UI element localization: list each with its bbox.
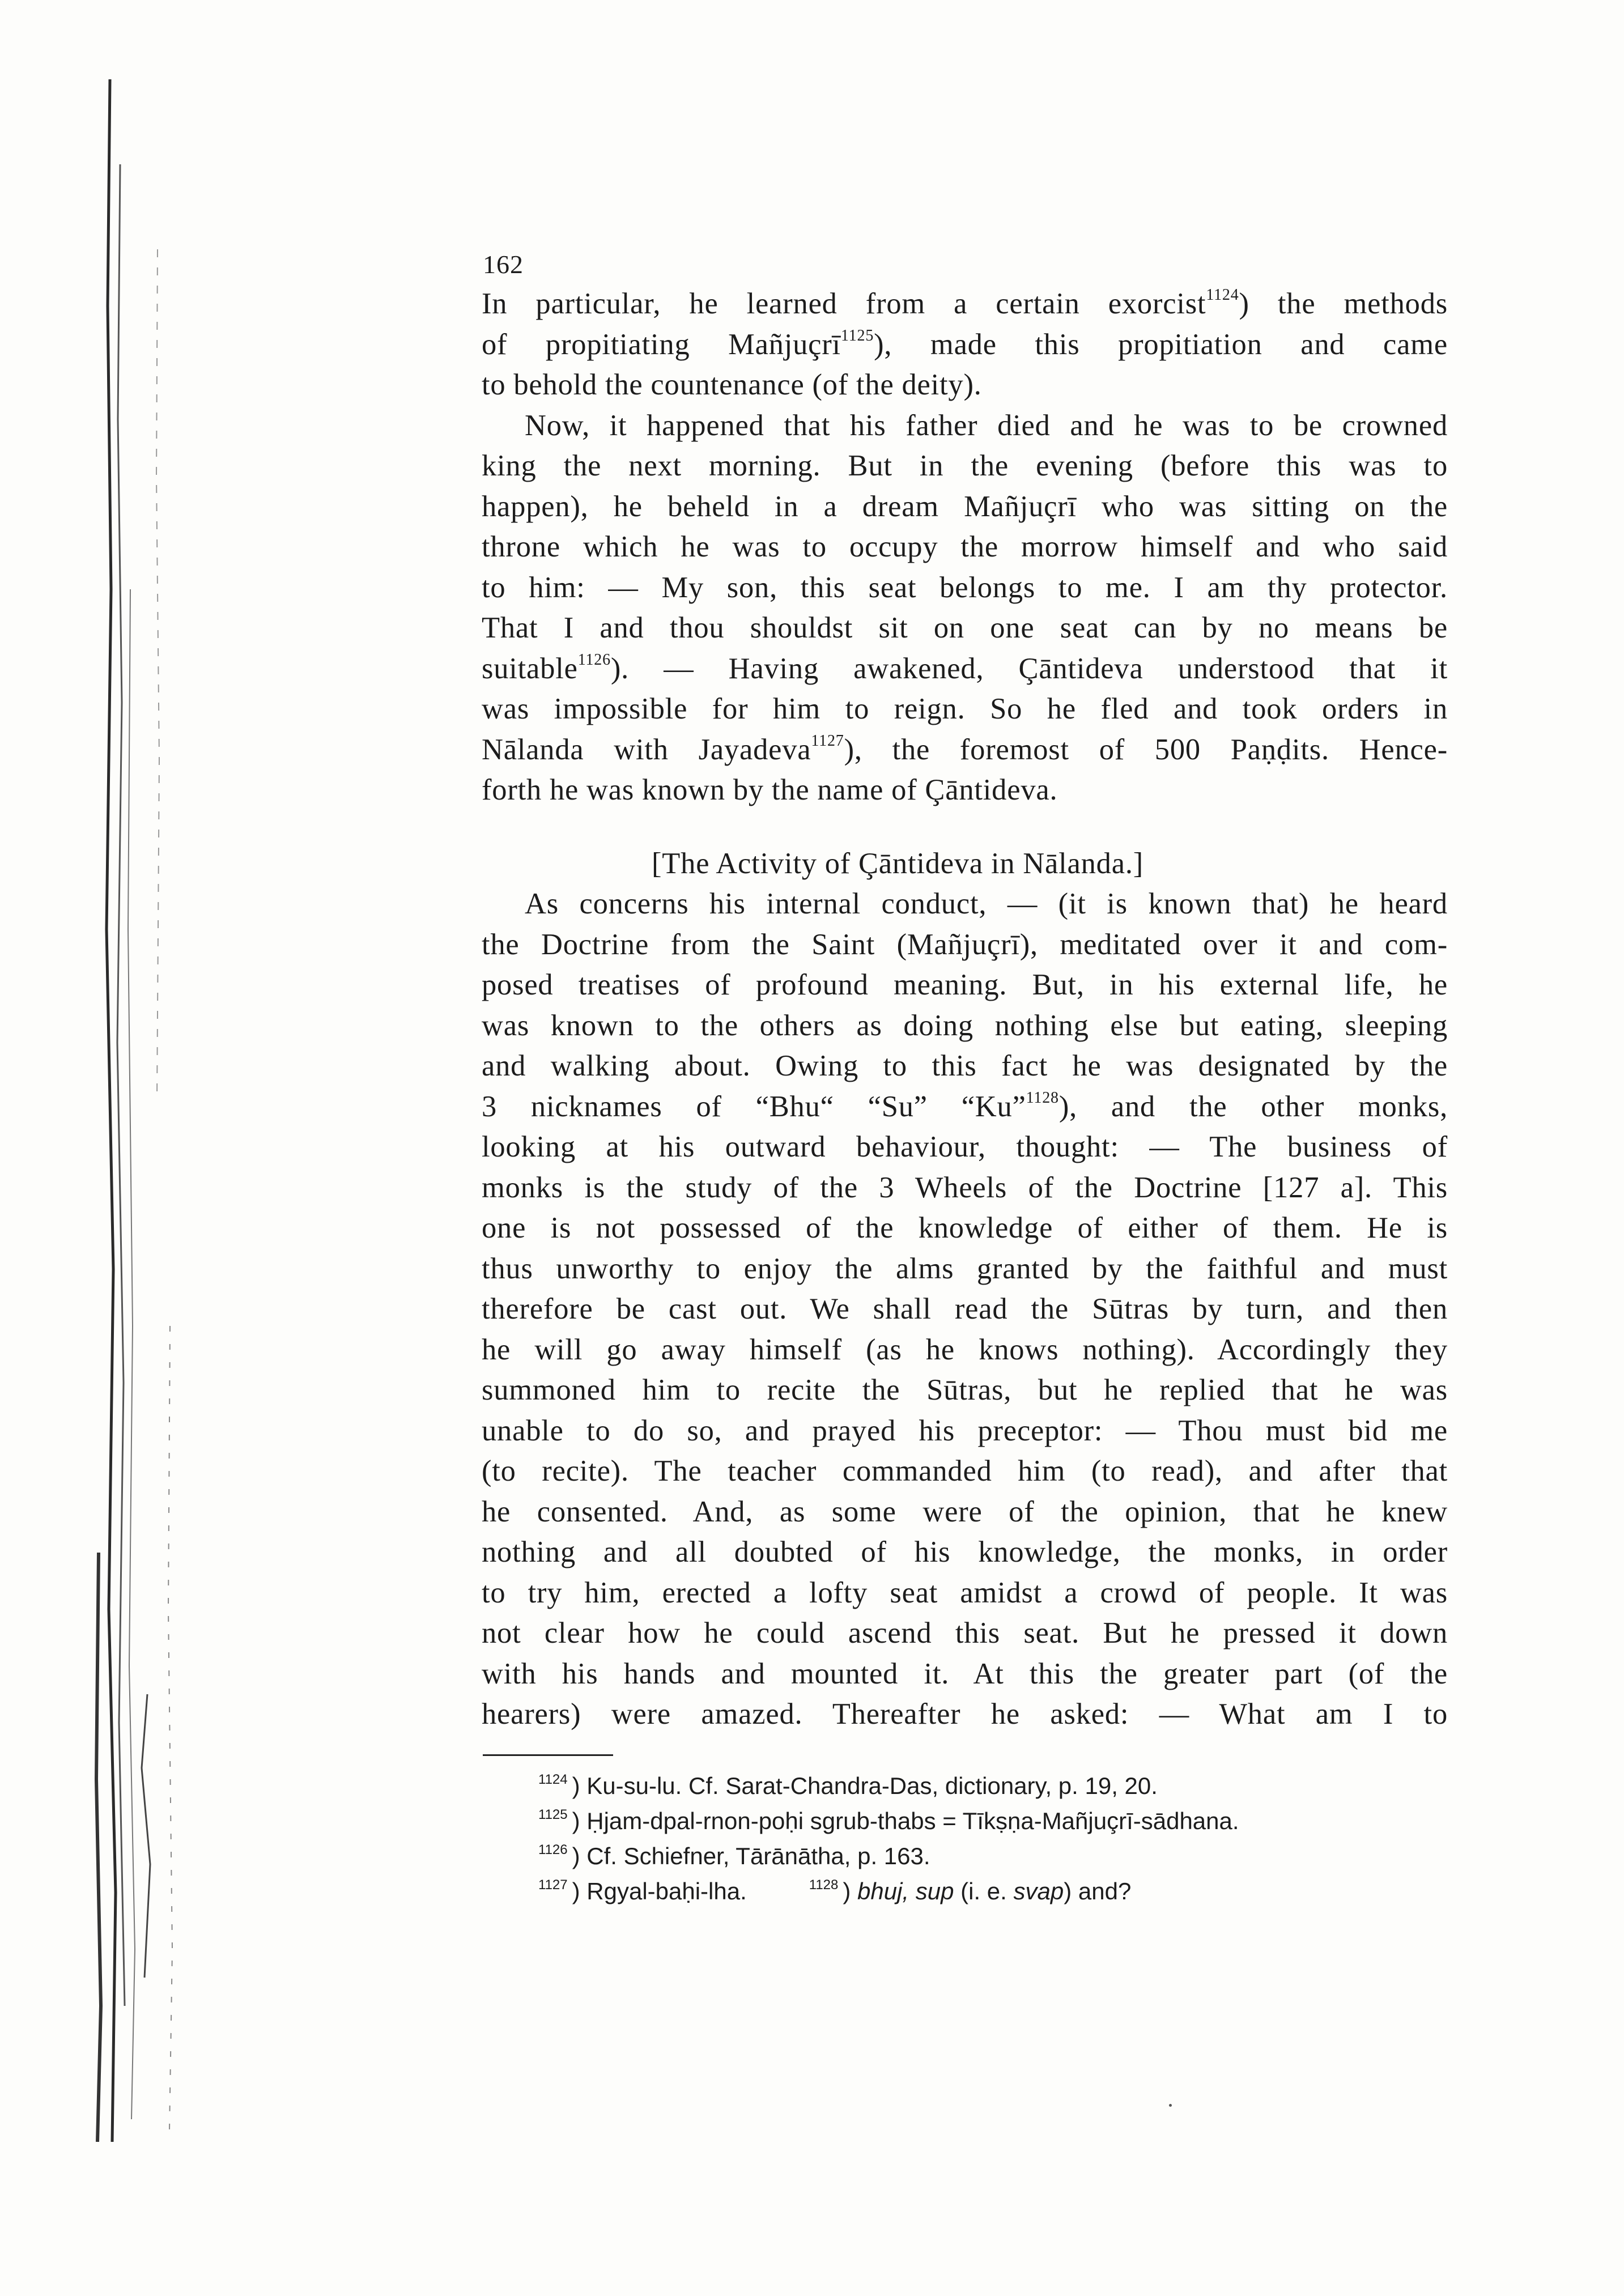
text-line: with his hands and mounted it. At this the greater part (of the xyxy=(482,1657,1448,1690)
text-line: one is not possessed of the knowledge of either of them. He is xyxy=(482,1211,1448,1244)
text-line: happen), he beheld in a dream Mañjuçrī who was sitting on the xyxy=(482,490,1448,523)
text-line: monks is the study of the 3 Wheels of the Doctrine [127 a]. This xyxy=(482,1171,1448,1204)
footnote: $^{1125}$ ) Ḥjam-dpal-rnon-poḥi sgrub-thabs = Tīkṣṇa-Mañjuçrī-sādhana. xyxy=(538,1806,1239,1834)
paragraph-3 xyxy=(482,884,1448,1735)
text-line: the Doctrine from the Saint (Mañjuçrī), meditated over it and com- xyxy=(482,928,1448,961)
paragraph-1 xyxy=(482,284,1448,406)
text-line: of propitiating Mañjuçrī$^{1125}$), made this propitiation and came xyxy=(482,326,1448,361)
footnote-number: 1128 xyxy=(809,1877,839,1893)
text-line: suitable$^{1126}$). — Having awakened, Çāntideva understood that it xyxy=(482,650,1448,685)
text-line: and walking about. Owing to this fact he was designated by the xyxy=(482,1049,1448,1082)
text-line: In particular, he learned from a certain exorcist$^{1124}$) the methods xyxy=(482,286,1448,320)
footnote-ref: 1127 xyxy=(811,732,844,750)
footnotes xyxy=(482,1768,1448,1909)
footnote-divider xyxy=(483,1754,613,1756)
text-line: he will go away himself (as he knows nothing). Accordingly they xyxy=(482,1333,1448,1366)
footnote-ref: 1126 xyxy=(577,650,611,669)
text-line: Nālanda with Jayadeva$^{1127}$), the foremost of 500 Paṇḍits. Hence- xyxy=(482,732,1448,766)
text-line: not clear how he could ascend this seat. But he pressed it down xyxy=(482,1617,1448,1649)
text-line: summoned him to recite the Sūtras, but he replied that he was xyxy=(482,1374,1448,1406)
binding-shadow xyxy=(91,79,198,2142)
footnote: $^{1124}$ ) Ku-su-lu. Cf. Sarat-Chandra-Das, dictionary, p. 19, 20. xyxy=(538,1771,1158,1799)
text-line: king the next morning. But in the evening (before this was to xyxy=(482,449,1448,482)
text-line: 3 nicknames of “Bhu“ “Su” “Ku”$^{1128}$), and the other monks, xyxy=(482,1089,1448,1123)
text-line: to behold the countenance (of the deity). xyxy=(482,368,982,401)
text-line: was known to the others as doing nothing else but eating, sleeping xyxy=(482,1009,1448,1042)
text-line: (to recite). The teacher commanded him (to read), and after that xyxy=(482,1455,1448,1487)
footnote-ref: 1125 xyxy=(840,326,874,345)
text-line: throne which he was to occupy the morrow himself and who said xyxy=(482,530,1448,563)
text-line: hearers) were amazed. Thereafter he asked: — What am I to xyxy=(482,1698,1448,1730)
text-line: posed treatises of profound meaning. But, in his external life, he xyxy=(482,968,1448,1001)
footnote-number: 1127 xyxy=(538,1877,568,1893)
text-line: As concerns his internal conduct, — (it is known that) he heard xyxy=(525,887,1448,920)
page-number: 162 xyxy=(483,250,524,279)
text-line: therefore be cast out. We shall read the Sūtras by turn, and then xyxy=(482,1292,1448,1325)
footnote-number: 1126 xyxy=(538,1842,568,1857)
text-line: forth he was known by the name of Çāntideva. xyxy=(482,773,1058,806)
paragraph-2 xyxy=(482,406,1448,811)
footnote-ref: 1124 xyxy=(1206,286,1239,304)
scan-speck xyxy=(1169,2104,1172,2107)
text-line: unable to do so, and prayed his preceptor: — Thou must bid me xyxy=(482,1414,1448,1447)
text-line: nothing and all doubted of his knowledge, the monks, in order xyxy=(482,1536,1448,1568)
text-line: That I and thou shouldst sit on one seat can by no means be xyxy=(482,611,1448,644)
text-line: Now, it happened that his father died and he was to be crowned xyxy=(525,409,1448,442)
footnote-number: 1124 xyxy=(538,1771,568,1787)
footnote: $^{1127}$ ) Rgyal-baḥi-lha. $^{1128}$ ) bhuj, sup (i. e. svap) and? xyxy=(538,1877,1132,1904)
text-line: to try him, erected a lofty seat amidst a crowd of people. It was xyxy=(482,1576,1448,1609)
footnote: $^{1126}$ ) Cf. Schiefner, Tārānātha, p. 163. xyxy=(538,1842,930,1869)
text-line: looking at his outward behaviour, thought: — The business of xyxy=(482,1130,1448,1163)
footnote-ref: 1128 xyxy=(1026,1089,1059,1107)
footnote-number: 1125 xyxy=(538,1806,568,1822)
book-page xyxy=(482,249,1448,1909)
text-line: was impossible for him to reign. So he fled and took orders in xyxy=(482,692,1448,725)
section-heading: [The Activity of Çāntideva in Nālanda.] xyxy=(652,847,1144,880)
text-line: he consented. And, as some were of the opinion, that he knew xyxy=(482,1495,1448,1528)
text-line: thus unworthy to enjoy the alms granted by the faithful and must xyxy=(482,1252,1448,1285)
text-line: to him: — My son, this seat belongs to me. I am thy protector. xyxy=(482,571,1448,604)
